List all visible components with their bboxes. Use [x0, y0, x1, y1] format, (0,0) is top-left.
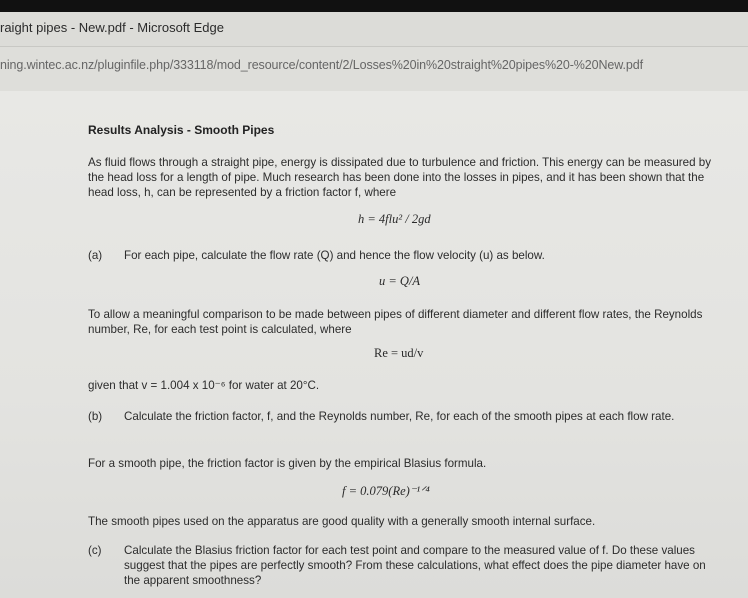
- window-titlebar: [0, 12, 748, 47]
- intro-paragraph: As fluid flows through a straight pipe, energy is dissipated due to turbulence and friction. This energy can be measured by the head loss for a length of pipe. Much research has been done into the losses in pipes, and it has been shown that the head loss, h, can be represented by a friction factor f, where: [88, 156, 711, 199]
- part-a-text: For each pipe, calculate the flow rate (Q) and hence the flow velocity (u) as below.: [124, 249, 545, 262]
- part-c-text: Calculate the Blasius friction factor for each test point and compare to the measured value of f. Do these values suggest that the pipes are perfectly smooth? From these calculations, what effect does the pipe diameter have on the apparent smoothness?: [124, 544, 706, 587]
- part-c: [88, 543, 716, 588]
- part-b-text: Calculate the friction factor, f, and the Reynolds number, Re, for each of the smooth pipes at each flow rate.: [124, 410, 675, 423]
- part-a-label: (a): [88, 249, 103, 262]
- pdf-viewer-page: [0, 91, 748, 598]
- velocity-formula: u = Q/A: [379, 274, 421, 288]
- url-text[interactable]: ning.wintec.ac.nz/pluginfile.php/333118/mod_resource/content/2/Losses%20in%20straight%20pipes%20-%20New.pdf: [0, 58, 643, 72]
- smooth-pipes-note: The smooth pipes used on the apparatus are good quality with a generally smooth internal surface.: [88, 515, 596, 528]
- part-a: [88, 248, 716, 263]
- address-bar[interactable]: [0, 47, 748, 91]
- reynolds-intro-paragraph: To allow a meaningful comparison to be made between pipes of different diameter and different flow rates, the Reynolds number, Re, for each test point is calculated, where: [88, 308, 703, 336]
- part-b-label: (b): [88, 410, 103, 423]
- part-c-label: (c): [88, 544, 102, 557]
- part-b: [88, 409, 716, 424]
- reynolds-formula: Re = ud/v: [374, 346, 424, 360]
- section-heading: Results Analysis - Smooth Pipes: [88, 123, 275, 137]
- viscosity-note: given that v = 1.004 x 10⁻⁶ for water at 20°C.: [88, 379, 320, 392]
- blasius-intro: For a smooth pipe, the friction factor is given by the empirical Blasius formula.: [88, 457, 487, 470]
- head-loss-formula: h = 4flu² / 2gd: [358, 212, 431, 226]
- blasius-formula: f = 0.079(Re)⁻¹ᐟ⁴: [342, 484, 430, 498]
- top-edge-bar: [0, 0, 748, 12]
- window-title: raight pipes - New.pdf - Microsoft Edge: [0, 20, 224, 35]
